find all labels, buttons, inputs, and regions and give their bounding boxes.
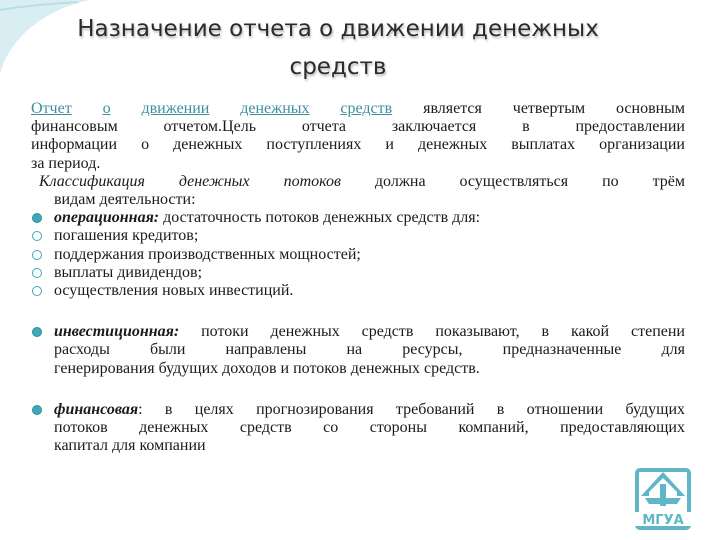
subitem-3	[31, 264, 685, 282]
link-word-denezhnyh[interactable]: денежных	[240, 100, 310, 117]
subitem-4	[31, 282, 685, 300]
slide-body	[31, 100, 685, 455]
classification-italic: Классификация денежных потоков	[39, 172, 341, 190]
investing-line-3: генерирования будущих доходов и потоков денежных средств.	[54, 359, 480, 377]
university-logo	[627, 466, 699, 532]
subitem-3-text: выплаты дивидендов;	[54, 263, 203, 281]
bullet-financing	[31, 401, 685, 419]
classification-line-1	[31, 173, 685, 191]
filled-bullet-icon	[32, 327, 42, 337]
intro-line-1	[31, 100, 685, 118]
subitem-2-text: поддержания производственных мощностей;	[54, 245, 361, 263]
bullet-investing	[31, 323, 685, 341]
filled-bullet-icon	[32, 405, 42, 415]
subitem-4-text: осуществления новых инвестиций.	[54, 282, 294, 300]
filled-bullet-icon	[32, 213, 42, 223]
intro-line-4: за период.	[31, 154, 101, 172]
financing-line-3: капитал для компании	[54, 437, 206, 455]
intro-line-2: финансовым отчетом.Цель отчета заключается в предоставлении	[31, 118, 685, 136]
slide-title	[18, 10, 658, 86]
investing-term: инвестиционная:	[54, 323, 180, 341]
logo-text: МГУА	[642, 513, 684, 528]
bullet-operating	[31, 209, 685, 227]
subitem-2	[31, 246, 685, 264]
subitem-1	[31, 227, 685, 245]
operating-term: операционная:	[54, 209, 160, 227]
title-line-1: Назначение отчета о движении денежных	[77, 16, 599, 42]
link-word-dvizhenii[interactable]: движении	[141, 100, 210, 117]
classification-rest: должна осуществляться по трём	[374, 172, 686, 190]
financing-term: финансовая	[54, 400, 139, 418]
classification-line-2: видам деятельности:	[54, 191, 196, 209]
intro-line-1-rest: является четвертым основным	[423, 100, 686, 117]
operating-text: достаточность потоков денежных средств для:	[163, 209, 481, 227]
investing-line-2: расходы были направлены на ресурсы, предназначенные для	[54, 341, 685, 359]
spacer	[31, 378, 685, 401]
ring-bullet-icon	[32, 286, 42, 296]
ring-bullet-icon	[32, 250, 42, 260]
subitem-1-text: погашения кредитов;	[54, 227, 199, 245]
link-word-sredstv[interactable]: средств	[340, 100, 393, 117]
link-word-o[interactable]: о	[102, 100, 111, 117]
investing-line-1-rest: потоки денежных средств показывают, в какой степени	[201, 323, 685, 341]
ring-bullet-icon	[32, 268, 42, 278]
title-line-2: средств	[289, 54, 387, 80]
link-word-otchet[interactable]: Отчет	[31, 100, 72, 117]
intro-line-3: информации о денежных поступлениях и денежных выплатах организации	[31, 136, 685, 154]
spacer	[31, 300, 685, 323]
ring-bullet-icon	[32, 231, 42, 241]
financing-line-1-rest: : в целях прогнозирования требований в отношении будущих	[138, 400, 685, 418]
financing-line-2: потоков денежных средств со стороны компаний, предоставляющих	[54, 419, 685, 437]
